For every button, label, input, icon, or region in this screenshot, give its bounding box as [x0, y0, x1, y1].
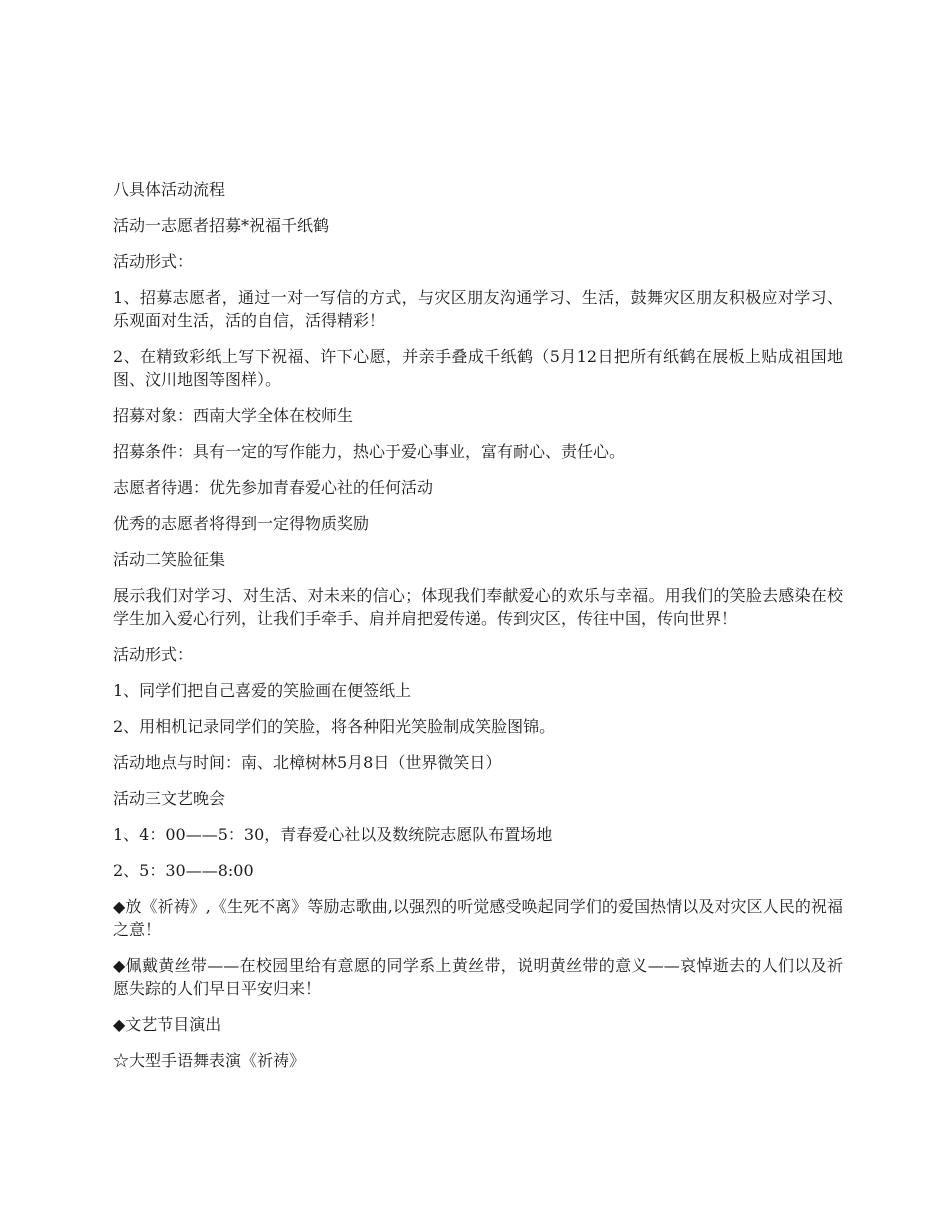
section-heading: 八具体活动流程	[113, 180, 226, 199]
paragraph: 招募条件：具有一定的写作能力，热心于爱心事业，富有耐心、责任心。	[113, 442, 626, 461]
paragraph: 优秀的志愿者将得到一定得物质奖励	[113, 514, 370, 533]
paragraph: 展示我们对学习、对生活、对未来的信心；体现我们奉献爱心的欢乐与幸福。用我们的笑脸去感染在校学生加入爱心行列，让我们手牵手、肩并肩把爱传递。传到灾区，传往中国，传向世界！	[113, 586, 843, 628]
activity-one-title: 活动一志愿者招募*祝福千纸鹤	[113, 216, 330, 235]
paragraph: 招募对象：西南大学全体在校师生	[113, 406, 354, 425]
paragraph: 活动地点与时间：南、北樟树林5月8日（世界微笑日）	[113, 753, 502, 772]
paragraph: 2、在精致彩纸上写下祝福、许下心愿，并亲手叠成千纸鹤（5月12日把所有纸鹤在展板上贴成祖国地图、汶川地图等图样）。	[113, 347, 843, 389]
bullet-item: ◆放《祈祷》,《生死不离》等励志歌曲,以强烈的听觉感受唤起同学们的爱国热情以及对灾区人民的祝福之意！	[113, 897, 843, 939]
bullet-item: ◆文艺节目演出	[113, 1015, 222, 1034]
document-page	[113, 178, 843, 1085]
paragraph: 1、招募志愿者，通过一对一写信的方式，与灾区朋友沟通学习、生活，鼓舞灾区朋友积极应对学习、乐观面对生活，活的自信，活得精彩！	[113, 288, 843, 330]
paragraph: 2、用相机记录同学们的笑脸，将各种阳光笑脸制成笑脸图锦。	[113, 717, 556, 736]
star-item: ☆大型手语舞表演《祈祷》	[113, 1051, 306, 1070]
paragraph: 志愿者待遇：优先参加青春爱心社的任何活动	[113, 478, 434, 497]
activity-three-title: 活动三文艺晚会	[113, 789, 226, 808]
paragraph: 2、5：30——8:00	[113, 861, 254, 880]
activity-form-label: 活动形式：	[113, 645, 194, 664]
paragraph: 1、4：00——5：30，青春爱心社以及数统院志愿队布置场地	[113, 825, 553, 844]
bullet-item: ◆佩戴黄丝带——在校园里给有意愿的同学系上黄丝带，说明黄丝带的意义——哀悼逝去的人们以及祈愿失踪的人们早日平安归来！	[113, 956, 843, 998]
activity-form-label: 活动形式：	[113, 252, 194, 271]
paragraph: 1、同学们把自己喜爱的笑脸画在便签纸上	[113, 681, 412, 700]
activity-two-title: 活动二笑脸征集	[113, 550, 226, 569]
